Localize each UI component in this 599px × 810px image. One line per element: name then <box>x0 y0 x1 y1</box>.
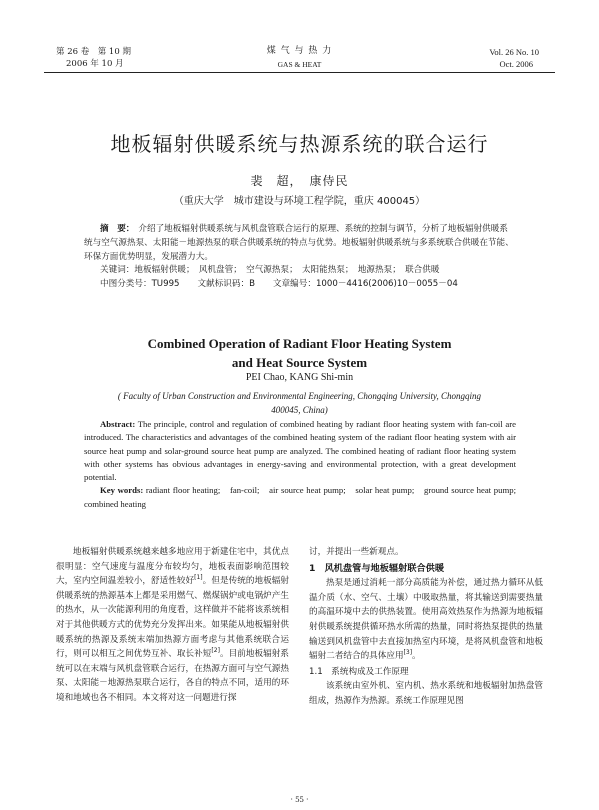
citation-ref: [2] <box>211 647 220 655</box>
body-paragraph-continued: 讨，并提出一些新观点。 <box>309 547 404 557</box>
body-right-column <box>309 545 543 709</box>
header-volume: 第 26 卷 第 10 期 <box>56 47 131 57</box>
abstract-en-text: The principle, control and regulation of combined heating by radiant floor heating system with fan-coil are introduced. The characteristics and advantages of the combined heating system of the radiant floor heating system with air source heat pump and solar-ground source heat pump are analyzed. The combined heating of radiant floor heating system with other systems has obvious advantages in energy-saving and environmental protection, with a great development potential. <box>84 419 517 483</box>
doc-code: 文献标识码：B <box>197 279 255 290</box>
header-rule <box>44 72 555 73</box>
body-text: 。目前地板辐射系统可以在末端与风机盘管联合运行，在热源方面可与空气源热泵、太阳能－地源热泵联合运行，各自的特点不同，适用的环境和地域也各不相同。本文将对这一问题进行探 <box>56 649 289 703</box>
body-text: 热泵是通过消耗一部分高质能为补偿，通过热力循环从低温介质（水、空气、土壤）中吸取热量，将其输送到需要热量的高温环境中去的供热装置。使用高效热泵作为热源为地板辐射供暖系统提供循环热水所需的热量，同时将热泵提供的热量输送到风机盘管中去直接加热室内环境，是将风机盘管和地板辐射二者结合的具体应用 <box>309 578 543 662</box>
article-number: 文章编号：1000－4416(2006)10－0055－04 <box>272 279 458 290</box>
keywords-en <box>84 484 525 511</box>
body-paragraph-intro <box>56 545 289 706</box>
abstract-en-block <box>84 418 525 511</box>
paper-title-en <box>0 334 599 372</box>
abstract-cn-block <box>84 223 516 292</box>
body-text: 地板辐射供暖系统越来越多地应用于新建住宅中，其优点很明显：空气速度与温度分布较均匀，地板表面影响范围较大，室内空间温差较小，舒适性较好 <box>56 547 289 587</box>
authors-en: PEI Chao, KANG Shi-min <box>245 372 354 383</box>
authors-cn: 裴 超， 康侍民 <box>250 174 349 188</box>
keywords-cn-label: 关键词： <box>100 265 135 276</box>
header-volume-en: Vol. 26 No. 10 <box>489 47 539 57</box>
paper-title-en-line2: and Heat Source System <box>231 355 368 370</box>
header-date-en: Oct. 2006 <box>499 59 533 69</box>
classification-line <box>84 278 516 292</box>
header-journal-cn: 煤 气 与 热 力 <box>266 46 333 56</box>
abstract-cn-label: 摘 要： <box>100 224 135 234</box>
abstract-en <box>84 418 516 484</box>
paper-title-en-line1: Combined Operation of Radiant Floor Heating System <box>147 336 452 351</box>
body-paragraph <box>309 576 543 664</box>
body-text: 。 <box>412 651 421 662</box>
section-heading: 1 风机盘管与地板辐射联合供暖 <box>309 562 445 574</box>
keywords-cn-text: 地板辐射供暖； 风机盘管； 空气源热泵； 太阳能热泵； 地源热泵； 联合供暖 <box>134 265 440 276</box>
affiliation-en-line2: 400045, China) <box>271 405 328 415</box>
header-date: 2006 年 10 月 <box>66 59 124 69</box>
abstract-cn <box>84 223 516 264</box>
body-text: 。但是传统的地板辐射供暖系统的热源基本上都是采用燃气、燃煤锅炉或电锅炉产生的热水，从一次能源利用的角度看，这样做并不能将该系统相对于其他供暖方式的优势充分发挥出来。如果能从地板辐射供暖系统的热源及系统末端加热源方面考虑与其他系统联合运行，则可以相互之间优势互补、取长补短 <box>56 576 289 660</box>
citation-ref: [1] <box>194 574 203 582</box>
affiliation-en <box>0 389 599 417</box>
body-paragraph: 该系统由室外机、室内机、热水系统和地板辐射加热盘管组成，热源作为热源。系统工作原理见图 <box>309 681 543 706</box>
keywords-en-text: radiant floor heating; fan-coil; air source heat pump; solar heat pump; ground source heat pump; combined heating <box>84 485 525 509</box>
page-number: · 55 · <box>290 794 309 804</box>
abstract-cn-text: 介绍了地板辐射供暖系统与风机盘管联合运行的原理、系统的控制与调节，分析了地板辐射供暖系统与空气源热泵、太阳能－地源热泵的联合供暖系统的特点与优势。地板辐射供暖系统与多系统联合供暖在节能、环保方面优势明显，发展潜力大。 <box>84 224 514 262</box>
citation-ref: [3] <box>403 649 413 657</box>
header-journal-en: GAS & HEAT <box>277 60 322 69</box>
clc-code: 中图分类号：TU995 <box>100 279 180 290</box>
subsection-heading: 1.1 系统构成及工作原理 <box>309 666 409 677</box>
keywords-cn <box>84 264 516 278</box>
affiliation-cn: （重庆大学 城市建设与环境工程学院，重庆 400045） <box>173 196 426 207</box>
paper-title-cn: 地板辐射供暖系统与热源系统的联合运行 <box>110 132 489 156</box>
keywords-en-label: Key words: <box>100 485 144 496</box>
abstract-en-label: Abstract: <box>100 419 136 429</box>
body-left-column <box>56 545 289 706</box>
affiliation-en-line1: ( Faculty of Urban Construction and Environmental Engineering, Chongqing University, Chongqing <box>117 391 482 401</box>
